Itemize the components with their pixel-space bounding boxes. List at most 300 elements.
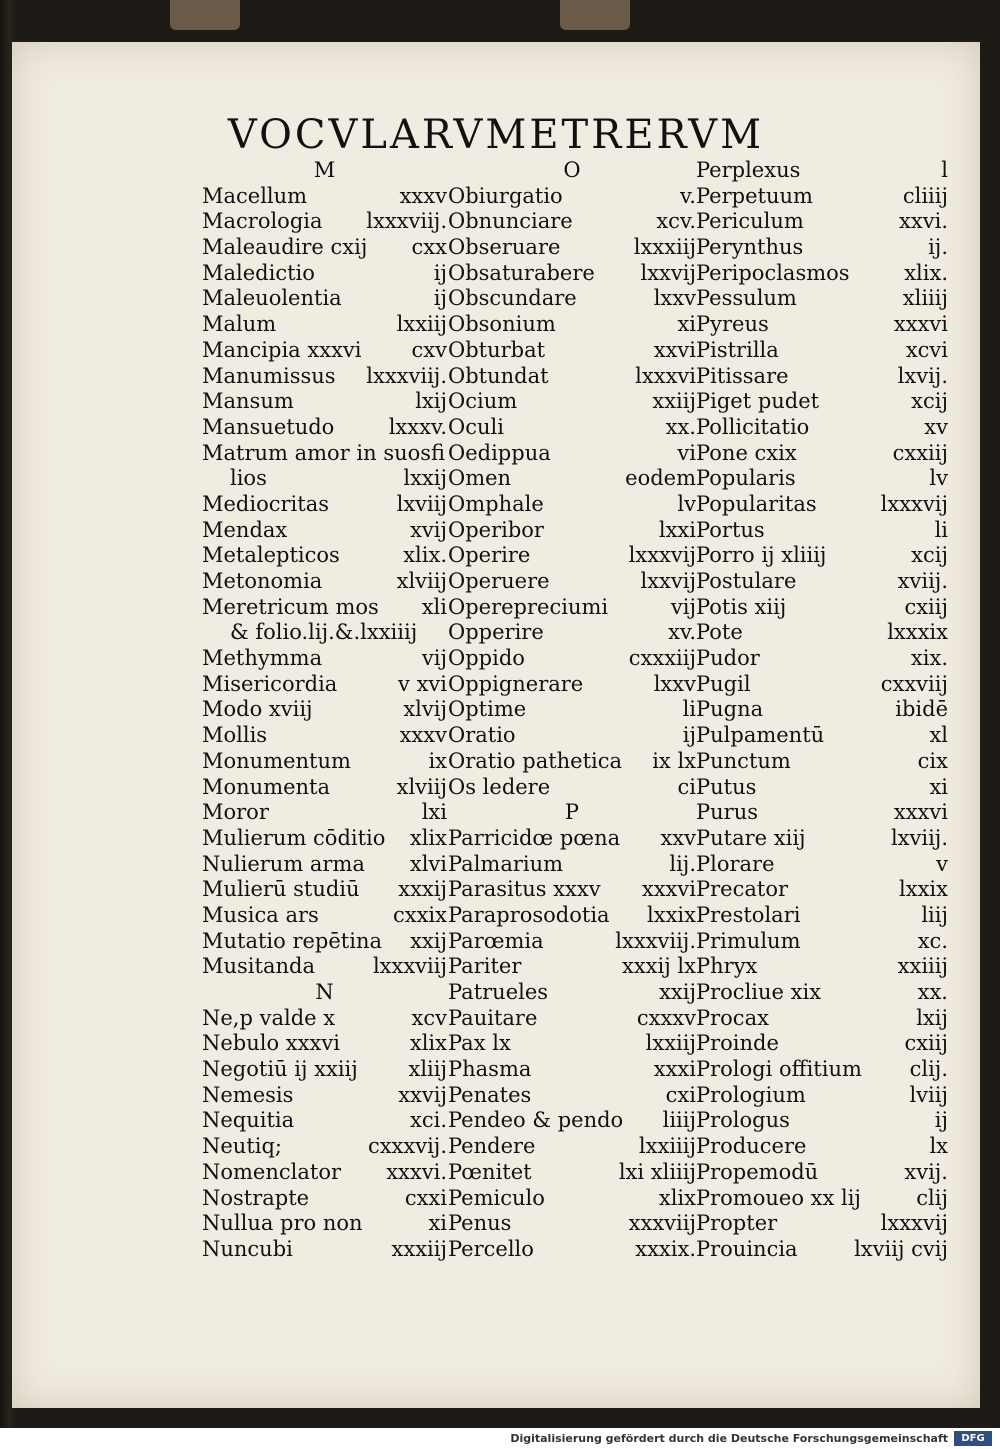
entry-word: Pone cxix: [696, 440, 797, 465]
entry-word: Punctum: [696, 748, 791, 773]
entry-folio: lxviij cvij: [854, 1236, 948, 1261]
entry-word: Putus: [696, 774, 757, 799]
entry-folio: ij: [682, 723, 696, 748]
entry-word: Os ledere: [448, 774, 551, 799]
entry-word: Oppido: [448, 646, 525, 671]
index-entry: [696, 620, 948, 646]
entry-folio: lv: [929, 466, 948, 491]
letter-heading: M: [313, 158, 336, 182]
entry-word: Primulum: [696, 928, 801, 953]
index-entry: [202, 261, 447, 287]
entry-word: Ne,p valde x: [202, 1005, 336, 1030]
index-entry: [202, 672, 447, 698]
entry-folio: xxij: [410, 928, 447, 953]
entry-folio: lxij: [415, 389, 447, 414]
entry-folio: lv: [677, 491, 696, 516]
entry-word: Modo xviij: [202, 697, 313, 722]
index-entry: [202, 646, 447, 672]
index-entry: [202, 929, 447, 955]
entry-folio: xv.: [668, 620, 696, 645]
entry-word: Perplexus: [696, 158, 801, 182]
index-entry: [696, 723, 948, 749]
index-entry: [448, 1186, 696, 1212]
entry-word: Pemiculo: [448, 1185, 545, 1210]
index-entry: [448, 595, 696, 621]
entry-folio: vi: [677, 440, 696, 465]
index-entry: [202, 569, 447, 595]
entry-folio: cxiij: [904, 594, 948, 619]
index-entry: [696, 877, 948, 903]
footer-credit: Digitalisierung gefördert durch die Deutsche Forschungsgemeinschaft: [510, 1432, 948, 1445]
entry-folio: xlviij: [396, 774, 447, 799]
index-entry: [448, 1237, 696, 1263]
entry-word: Mollis: [202, 723, 268, 748]
entry-folio: cix: [917, 748, 948, 773]
index-entry: [696, 749, 948, 775]
entry-word: Misericordia: [202, 671, 338, 696]
entry-word: Propter: [696, 1211, 778, 1236]
entry-folio: xxxvi: [641, 877, 696, 902]
entry-folio: xxxix.: [635, 1236, 696, 1261]
entry-folio: ibidē: [895, 697, 948, 722]
entry-word: Periculum: [696, 209, 804, 234]
entry-word: Opperire: [448, 620, 544, 645]
index-entry: [696, 1083, 948, 1109]
entry-word: Prouincia: [696, 1236, 798, 1261]
entry-folio: xxxi: [653, 1057, 696, 1082]
entry-word: Portus: [696, 517, 765, 542]
entry-word: Moror: [202, 800, 269, 825]
entry-word: Phasma: [448, 1057, 532, 1082]
entry-folio: xci.: [410, 1108, 447, 1133]
index-entry: [696, 1134, 948, 1160]
entry-word: Producere: [696, 1134, 807, 1159]
index-entry: [202, 466, 447, 492]
entry-word: Obsaturabere: [448, 260, 595, 285]
entry-word: Mansum: [202, 389, 294, 414]
scan-tab: [560, 0, 630, 30]
entry-folio: li: [934, 517, 948, 542]
entry-word: Purus: [696, 800, 758, 825]
entry-folio: lxxxiij: [633, 235, 696, 260]
entry-folio: cxi: [665, 1082, 696, 1107]
entry-folio: xcv: [411, 1005, 447, 1030]
entry-word: Nostrapte: [202, 1185, 310, 1210]
entry-word: Obnunciare: [448, 209, 573, 234]
entry-word: Mansuetudo: [202, 414, 335, 439]
index-entry: [448, 364, 696, 390]
index-entry: [696, 466, 948, 492]
entry-folio: v xvi: [398, 671, 447, 696]
index-entry: [448, 1083, 696, 1109]
index-entry: [448, 1031, 696, 1057]
entry-word: Pœnitet: [448, 1159, 532, 1184]
entry-word: Maleuolentia: [202, 286, 342, 311]
index-entry: [448, 1211, 696, 1237]
entry-word: Maleaudire cxij: [202, 235, 368, 260]
entry-folio: cxxviij: [880, 671, 948, 696]
index-entry: [448, 1108, 696, 1134]
index-entry: [202, 1031, 447, 1057]
entry-folio: xcij: [911, 389, 948, 414]
index-entry: [696, 261, 948, 287]
entry-word: Musica ars: [202, 902, 319, 927]
entry-folio: xx.: [917, 980, 948, 1004]
index-entry: [202, 852, 447, 878]
index-entry: [202, 1057, 447, 1083]
index-entry: [448, 415, 696, 441]
entry-word: Obturbat: [448, 337, 546, 362]
entry-folio: xxxviij: [628, 1211, 696, 1236]
entry-folio: xl: [929, 723, 948, 748]
entry-word: Metonomia: [202, 569, 323, 593]
index-entry: [696, 184, 948, 210]
entry-folio: xv: [924, 414, 948, 439]
index-entry: [696, 1186, 948, 1212]
entry-folio: cxiij: [904, 1031, 948, 1056]
index-entry: [448, 672, 696, 698]
index-entry: [448, 209, 696, 235]
index-entry: [448, 338, 696, 364]
index-entry: [448, 749, 696, 775]
index-entry: [202, 697, 447, 723]
entry-word: Pollicitatio: [696, 414, 810, 439]
entry-word: Operire: [448, 543, 531, 568]
index-entry: [448, 954, 696, 980]
entry-folio: clij: [916, 1185, 948, 1210]
entry-word: Methymma: [202, 646, 323, 671]
entry-word: Nullua pro non: [202, 1211, 363, 1236]
entry-word: lios: [230, 466, 267, 491]
entry-folio: xcv.: [656, 209, 696, 234]
index-entry: [202, 312, 447, 338]
entry-folio: lxxi: [658, 517, 696, 542]
entry-folio: xlvij: [403, 697, 447, 722]
entry-folio: xxij: [659, 980, 696, 1004]
entry-word: Monumenta: [202, 774, 331, 799]
entry-word: Oratio: [448, 723, 516, 748]
entry-word: Propemodū: [696, 1159, 819, 1184]
letter-heading: O: [563, 158, 581, 182]
entry-folio: xlix.: [403, 543, 447, 568]
entry-word: Oratio pathetica: [448, 748, 623, 773]
entry-folio: cxx: [411, 235, 447, 260]
entry-word: Pendere: [448, 1134, 536, 1159]
entry-folio: v.: [679, 183, 696, 208]
entry-word: Pax lx: [448, 1031, 511, 1056]
entry-word: Pyreus: [696, 312, 769, 337]
entry-word: Plorare: [696, 851, 775, 876]
entry-folio: xc.: [917, 928, 948, 953]
index-entry: [202, 903, 447, 929]
entry-word: Penus: [448, 1211, 512, 1236]
entry-folio: clij.: [909, 1057, 948, 1082]
entry-word: Nulierum arma: [202, 851, 365, 876]
entry-word: Piget pudet: [696, 389, 820, 414]
index-entry: [202, 800, 447, 826]
entry-folio: lxxv: [653, 286, 696, 311]
index-entry: [202, 338, 447, 364]
entry-word: Nebulo xxxvi: [202, 1031, 340, 1056]
entry-word: Prestolari: [696, 902, 801, 927]
entry-word: Procliue xix: [696, 980, 822, 1004]
index-entry: [448, 929, 696, 955]
entry-word: Putare xiij: [696, 825, 806, 850]
index-entry: [448, 826, 696, 852]
entry-folio: xxiiij: [897, 954, 948, 979]
entry-folio: cxv: [411, 337, 447, 362]
entry-folio: lx: [929, 1134, 948, 1159]
entry-word: Parœmia: [448, 928, 544, 953]
index-entry: [696, 852, 948, 878]
entry-word: Pariter: [448, 954, 522, 979]
entry-folio: xxvi.: [899, 209, 948, 234]
index-entry: [696, 1031, 948, 1057]
index-entry: [696, 1160, 948, 1186]
entry-folio: lxxiij: [396, 312, 447, 337]
entry-word: Macrologia: [202, 209, 323, 234]
entry-folio: xlix: [658, 1185, 696, 1210]
entry-folio: cxxix: [392, 902, 447, 927]
entry-folio: xlvi: [409, 851, 447, 876]
entry-word: Prologus: [696, 1108, 790, 1133]
entry-word: Postulare: [696, 569, 797, 593]
entry-word: Operepreciumi: [448, 594, 609, 619]
section-letter: [448, 158, 696, 184]
entry-folio: xi: [929, 774, 948, 799]
index-entry: [696, 569, 948, 595]
index-entry: [202, 518, 447, 544]
entry-folio: lxxxix: [887, 620, 948, 645]
entry-folio: lxxiiij: [638, 1134, 696, 1159]
entry-folio: ix: [428, 748, 447, 773]
entry-folio: xliij: [408, 1057, 447, 1082]
entry-folio: lxvij.: [897, 363, 948, 388]
entry-folio: lij.: [669, 851, 696, 876]
entry-word: Potis xiij: [696, 594, 787, 619]
index-entry: [448, 286, 696, 312]
entry-folio: xviij.: [897, 569, 948, 593]
entry-word: Obiurgatio: [448, 183, 563, 208]
scan-tab: [170, 0, 240, 30]
entry-folio: lxxxviij.: [366, 363, 447, 388]
entry-word: Pugil: [696, 671, 751, 696]
entry-folio: xi: [428, 1211, 447, 1236]
index-entry: [696, 1057, 948, 1083]
entry-word: Palmarium: [448, 851, 564, 876]
index-entry: [202, 286, 447, 312]
letter-heading: N: [315, 980, 334, 1004]
index-entry: [202, 595, 447, 621]
entry-word: Negotiū ij xxiij: [202, 1057, 358, 1082]
index-entry: [696, 800, 948, 826]
entry-word: Obsonium: [448, 312, 556, 337]
entry-word: Popularitas: [696, 491, 817, 516]
entry-folio: lxxij: [403, 466, 447, 491]
index-column-3: [696, 158, 948, 1263]
entry-word: Metalepticos: [202, 543, 340, 568]
index-entry: [696, 1006, 948, 1032]
entry-word: Omen: [448, 466, 512, 491]
index-entry: [202, 1083, 447, 1109]
entry-folio: eodem: [625, 466, 696, 491]
index-entry: [448, 646, 696, 672]
index-entry: [448, 543, 696, 569]
entry-word: Parricidœ pœna: [448, 825, 621, 850]
entry-folio: lxxxviij: [372, 954, 447, 979]
index-entry: [448, 1006, 696, 1032]
index-entry: [202, 415, 447, 441]
entry-word: Oedippua: [448, 440, 551, 465]
entry-word: Penates: [448, 1082, 532, 1107]
entry-word: Oppignerare: [448, 671, 584, 696]
entry-folio: lxxxvij: [880, 1211, 948, 1236]
entry-folio: lxxix: [647, 902, 696, 927]
index-entry: [696, 775, 948, 801]
entry-word: Peripoclasmos: [696, 260, 850, 285]
entry-folio: ij: [433, 286, 447, 311]
entry-folio: xxxiij: [391, 1236, 447, 1261]
entry-folio: lxij: [916, 1005, 948, 1030]
entry-folio: lxxxviij.: [615, 928, 696, 953]
footer-bar: [0, 1428, 1000, 1449]
index-entry: [696, 697, 948, 723]
entry-word: Mutatio repētina: [202, 928, 382, 953]
entry-folio: cxxxv: [636, 1005, 696, 1030]
entry-folio: lxxxv.: [388, 414, 447, 439]
entry-folio: ij: [934, 1108, 948, 1133]
entry-word: Promoueo xx lij: [696, 1185, 861, 1210]
index-entry: [696, 389, 948, 415]
entry-word: Obscundare: [448, 286, 577, 311]
index-entry: [448, 903, 696, 929]
index-entry: [202, 1211, 447, 1237]
entry-folio: lxi xliiij: [618, 1159, 696, 1184]
index-entry: [202, 364, 447, 390]
index-entry: [448, 492, 696, 518]
entry-folio: cxxi: [404, 1185, 447, 1210]
entry-folio: lxxv: [653, 671, 696, 696]
index-entry: [696, 312, 948, 338]
index-entry: [448, 723, 696, 749]
entry-word: Mediocritas: [202, 491, 329, 516]
index-entry: [202, 389, 447, 415]
entry-word: Mancipia xxxvi: [202, 337, 362, 362]
index-entry: [696, 415, 948, 441]
index-entry: [448, 518, 696, 544]
index-entry: [202, 543, 447, 569]
index-column-2: [448, 158, 696, 1263]
entry-folio: xx.: [665, 414, 696, 439]
entry-folio: ci: [677, 774, 696, 799]
entry-folio: lxxiij: [645, 1031, 696, 1056]
entry-folio: xcvi: [905, 337, 948, 362]
index-entry: [448, 877, 696, 903]
entry-word: Procax: [696, 1005, 769, 1030]
entry-word: Mulierū studiū: [202, 877, 360, 902]
entry-word: Patrueles: [448, 980, 549, 1004]
section-letter: [202, 158, 447, 184]
entry-word: Mendax: [202, 517, 288, 542]
entry-word: Manumissus: [202, 363, 336, 388]
index-entry: [696, 980, 948, 1006]
index-entry: [696, 1211, 948, 1237]
entry-folio: cxxxiij: [628, 646, 696, 671]
entry-word: Omphale: [448, 491, 544, 516]
entry-folio: xxxv: [399, 723, 447, 748]
entry-word: Pendeo & pendo: [448, 1108, 624, 1133]
index-entry: [202, 492, 447, 518]
index-entry: [202, 1134, 447, 1160]
index-entry: [696, 929, 948, 955]
index-entry: [696, 1108, 948, 1134]
entry-folio: xliiij: [902, 286, 948, 311]
index-entry: [202, 184, 447, 210]
index-entry: [202, 441, 447, 467]
index-entry: [448, 569, 696, 595]
index-entry: [448, 389, 696, 415]
entry-folio: lxxvij: [640, 260, 696, 285]
index-entry: [448, 620, 696, 646]
entry-folio: v: [936, 851, 948, 876]
index-entry: [696, 364, 948, 390]
entry-word: Optime: [448, 697, 527, 722]
entry-folio: vij: [421, 646, 447, 671]
entry-word: Ocium: [448, 389, 518, 414]
entry-word: Matrum amor in suosfi: [202, 440, 446, 465]
index-entry: [448, 852, 696, 878]
entry-folio: xxxij lx: [622, 954, 696, 979]
entry-word: Proinde: [696, 1031, 779, 1056]
index-entry: [448, 697, 696, 723]
entry-folio: lxxix: [899, 877, 948, 902]
entry-folio: xxiij: [652, 389, 696, 414]
entry-folio: lxxxvij: [628, 543, 696, 568]
entry-word: Malum: [202, 312, 277, 337]
section-letter: [202, 980, 447, 1006]
entry-folio: xxxv: [399, 183, 447, 208]
index-entry: [448, 466, 696, 492]
entry-folio: xxxij: [398, 877, 447, 902]
entry-folio: xlix: [409, 1031, 447, 1056]
entry-word: Precator: [696, 877, 788, 902]
index-entry: [202, 1237, 447, 1263]
entry-word: Operuere: [448, 569, 550, 593]
entry-folio: lxxxvij: [880, 491, 948, 516]
entry-word: Popularis: [696, 466, 796, 491]
index-entry: [202, 620, 447, 646]
index-entry: [696, 595, 948, 621]
entry-word: Prologi offitium: [696, 1057, 862, 1082]
index-entry: [202, 954, 447, 980]
entry-folio: l: [941, 158, 948, 182]
entry-folio: xxvij: [398, 1082, 447, 1107]
index-entry: [696, 903, 948, 929]
entry-folio: xvij: [410, 517, 447, 542]
entry-folio: xxxvi.: [386, 1159, 447, 1184]
entry-word: Prologium: [696, 1082, 806, 1107]
index-entry: [696, 441, 948, 467]
entry-word: Maledictio: [202, 260, 315, 285]
entry-folio: xix.: [910, 646, 948, 671]
entry-word: Oculi: [448, 414, 504, 439]
entry-folio: cliiij: [902, 183, 948, 208]
entry-folio: xli: [421, 594, 447, 619]
entry-word: Nequitia: [202, 1108, 295, 1133]
entry-folio: lxi: [421, 800, 447, 825]
index-column-1: [202, 158, 447, 1263]
entry-word: Monumentum: [202, 748, 351, 773]
